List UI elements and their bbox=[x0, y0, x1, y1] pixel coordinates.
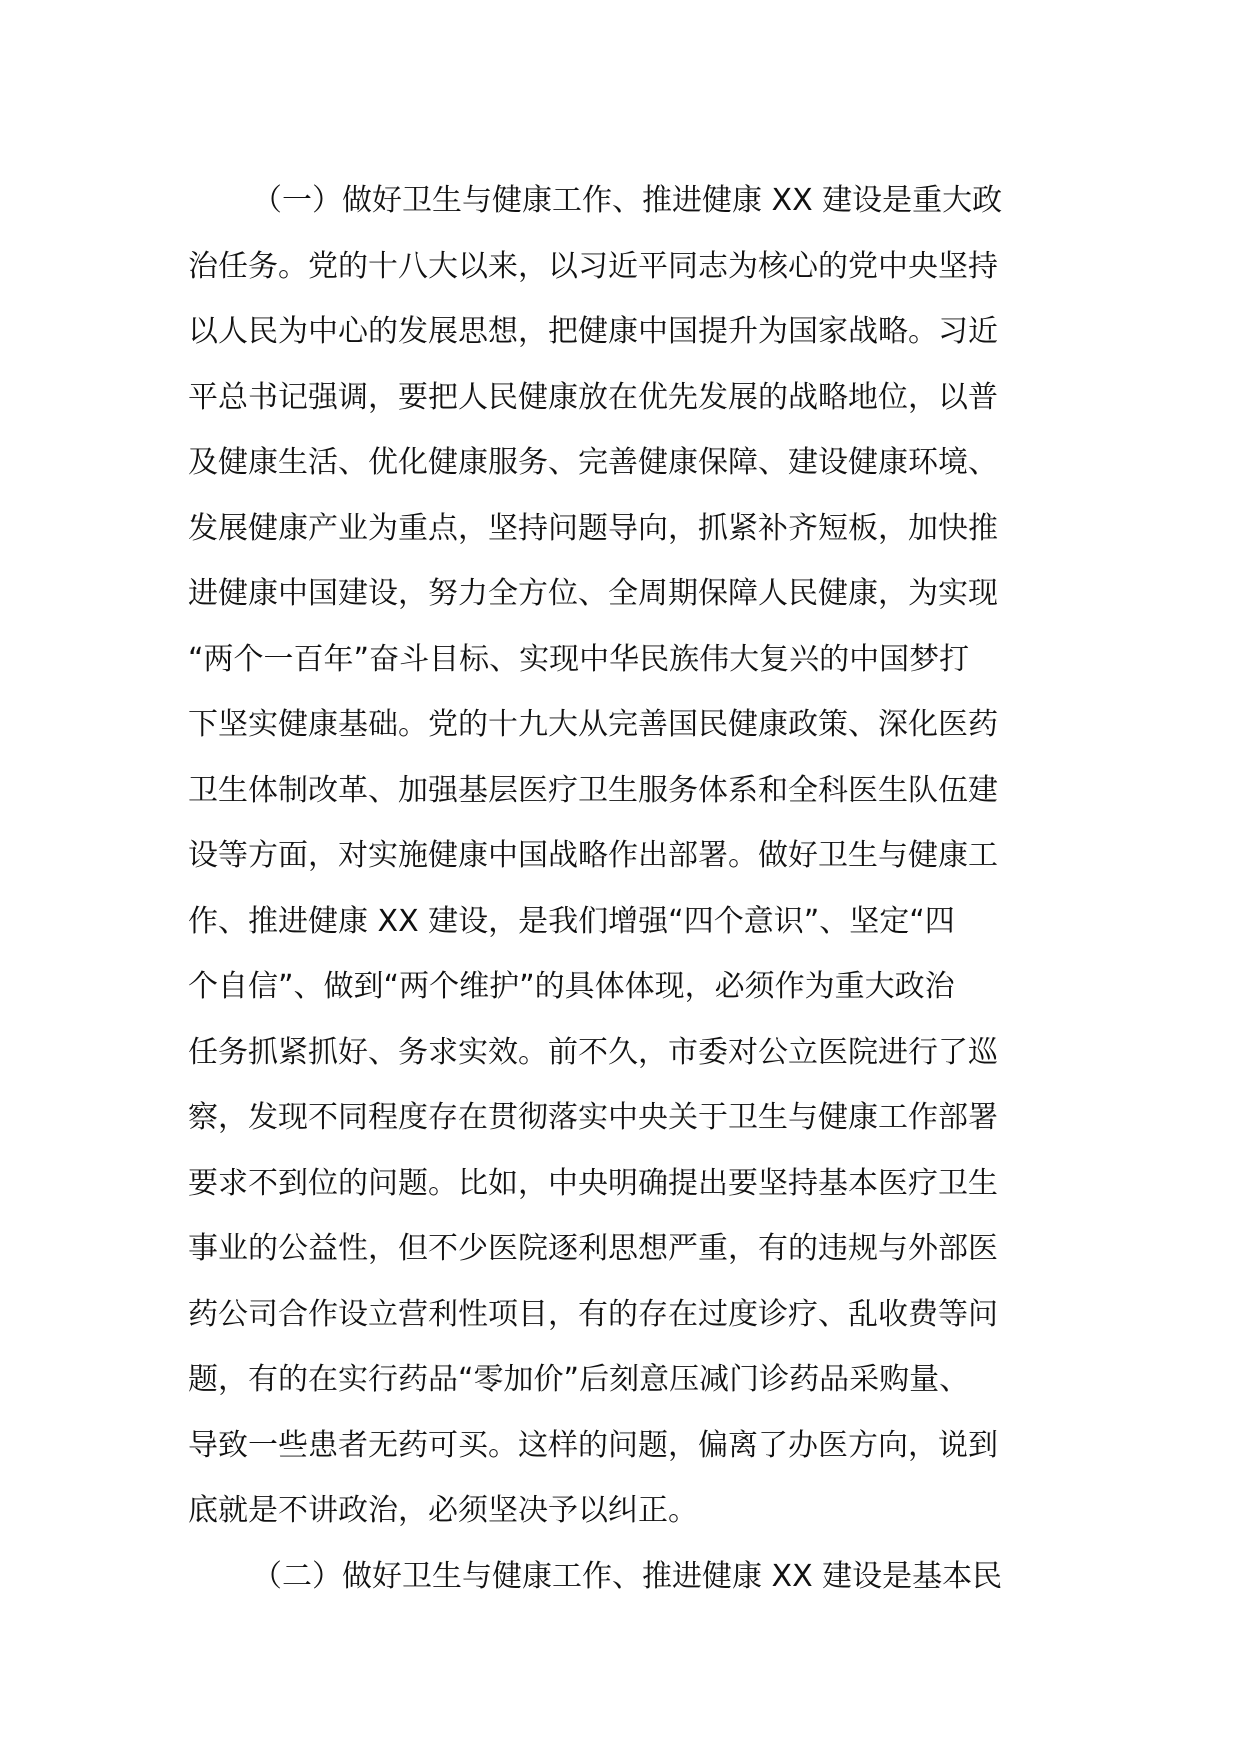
paragraph-line: 下坚实健康基础。党的十九大从完善国民健康政策、深化医药 bbox=[188, 707, 998, 742]
paragraph-line: 药公司合作设立营利性项目，有的存在过度诊疗、乱收费等问 bbox=[188, 1296, 998, 1332]
paragraph-line: “两个一百年”奋斗目标、实现中华民族伟大复兴的中国梦打 bbox=[188, 641, 970, 677]
paragraph-2 bbox=[188, 1544, 1058, 1610]
paragraph-line: 及健康生活、优化健康服务、完善健康保障、建设健康环境、 bbox=[188, 445, 998, 480]
paragraph-line: 题，有的在实行药品“零加价”后刻意压减门诊药品采购量、 bbox=[188, 1362, 970, 1397]
paragraph-line: （二）做好卫生与健康工作、推进健康 XX 建设是基本民 bbox=[252, 1558, 1003, 1594]
paragraph-line: 治任务。党的十八大以来，以习近平同志为核心的党中央坚持 bbox=[188, 248, 998, 284]
paragraph-line: 任务抓紧抓好、务求实效。前不久，市委对公立医院进行了巡 bbox=[188, 1034, 998, 1070]
paragraph-line: 作、推进健康 XX 建设，是我们增强“四个意识”、坚定“四 bbox=[188, 903, 955, 939]
paragraph-line: 个自信”、做到“两个维护”的具体体现，必须作为重大政治 bbox=[188, 969, 955, 1004]
paragraph-line: 发展健康产业为重点，坚持问题导向，抓紧补齐短板，加快推 bbox=[188, 510, 998, 546]
paragraph-line: 底就是不讲政治，必须坚决予以纠正。 bbox=[188, 1493, 698, 1528]
paragraph-line: 导致一些患者无药可买。这样的问题，偏离了办医方向，说到 bbox=[188, 1427, 998, 1463]
paragraph-line: 以人民为中心的发展思想，把健康中国提升为国家战略。习近 bbox=[188, 314, 998, 349]
paragraph-1 bbox=[188, 168, 1058, 1544]
paragraph-line: 平总书记强调，要把人民健康放在优先发展的战略地位，以普 bbox=[188, 379, 998, 415]
paragraph-line: 事业的公益性，但不少医院逐利思想严重，有的违规与外部医 bbox=[188, 1231, 998, 1266]
paragraph-line: 卫生体制改革、加强基层医疗卫生服务体系和全科医生队伍建 bbox=[188, 772, 998, 808]
paragraph-line: 要求不到位的问题。比如，中央明确提出要坚持基本医疗卫生 bbox=[188, 1165, 998, 1201]
paragraph-line: 设等方面，对实施健康中国战略作出部署。做好卫生与健康工 bbox=[188, 838, 998, 873]
body-text bbox=[188, 168, 1058, 1609]
paragraph-line: 察，发现不同程度存在贯彻落实中央关于卫生与健康工作部署 bbox=[188, 1100, 998, 1135]
paragraph-line: 进健康中国建设，努力全方位、全周期保障人民健康，为实现 bbox=[188, 576, 998, 611]
paragraph-line: （一）做好卫生与健康工作、推进健康 XX 建设是重大政 bbox=[252, 183, 1003, 218]
